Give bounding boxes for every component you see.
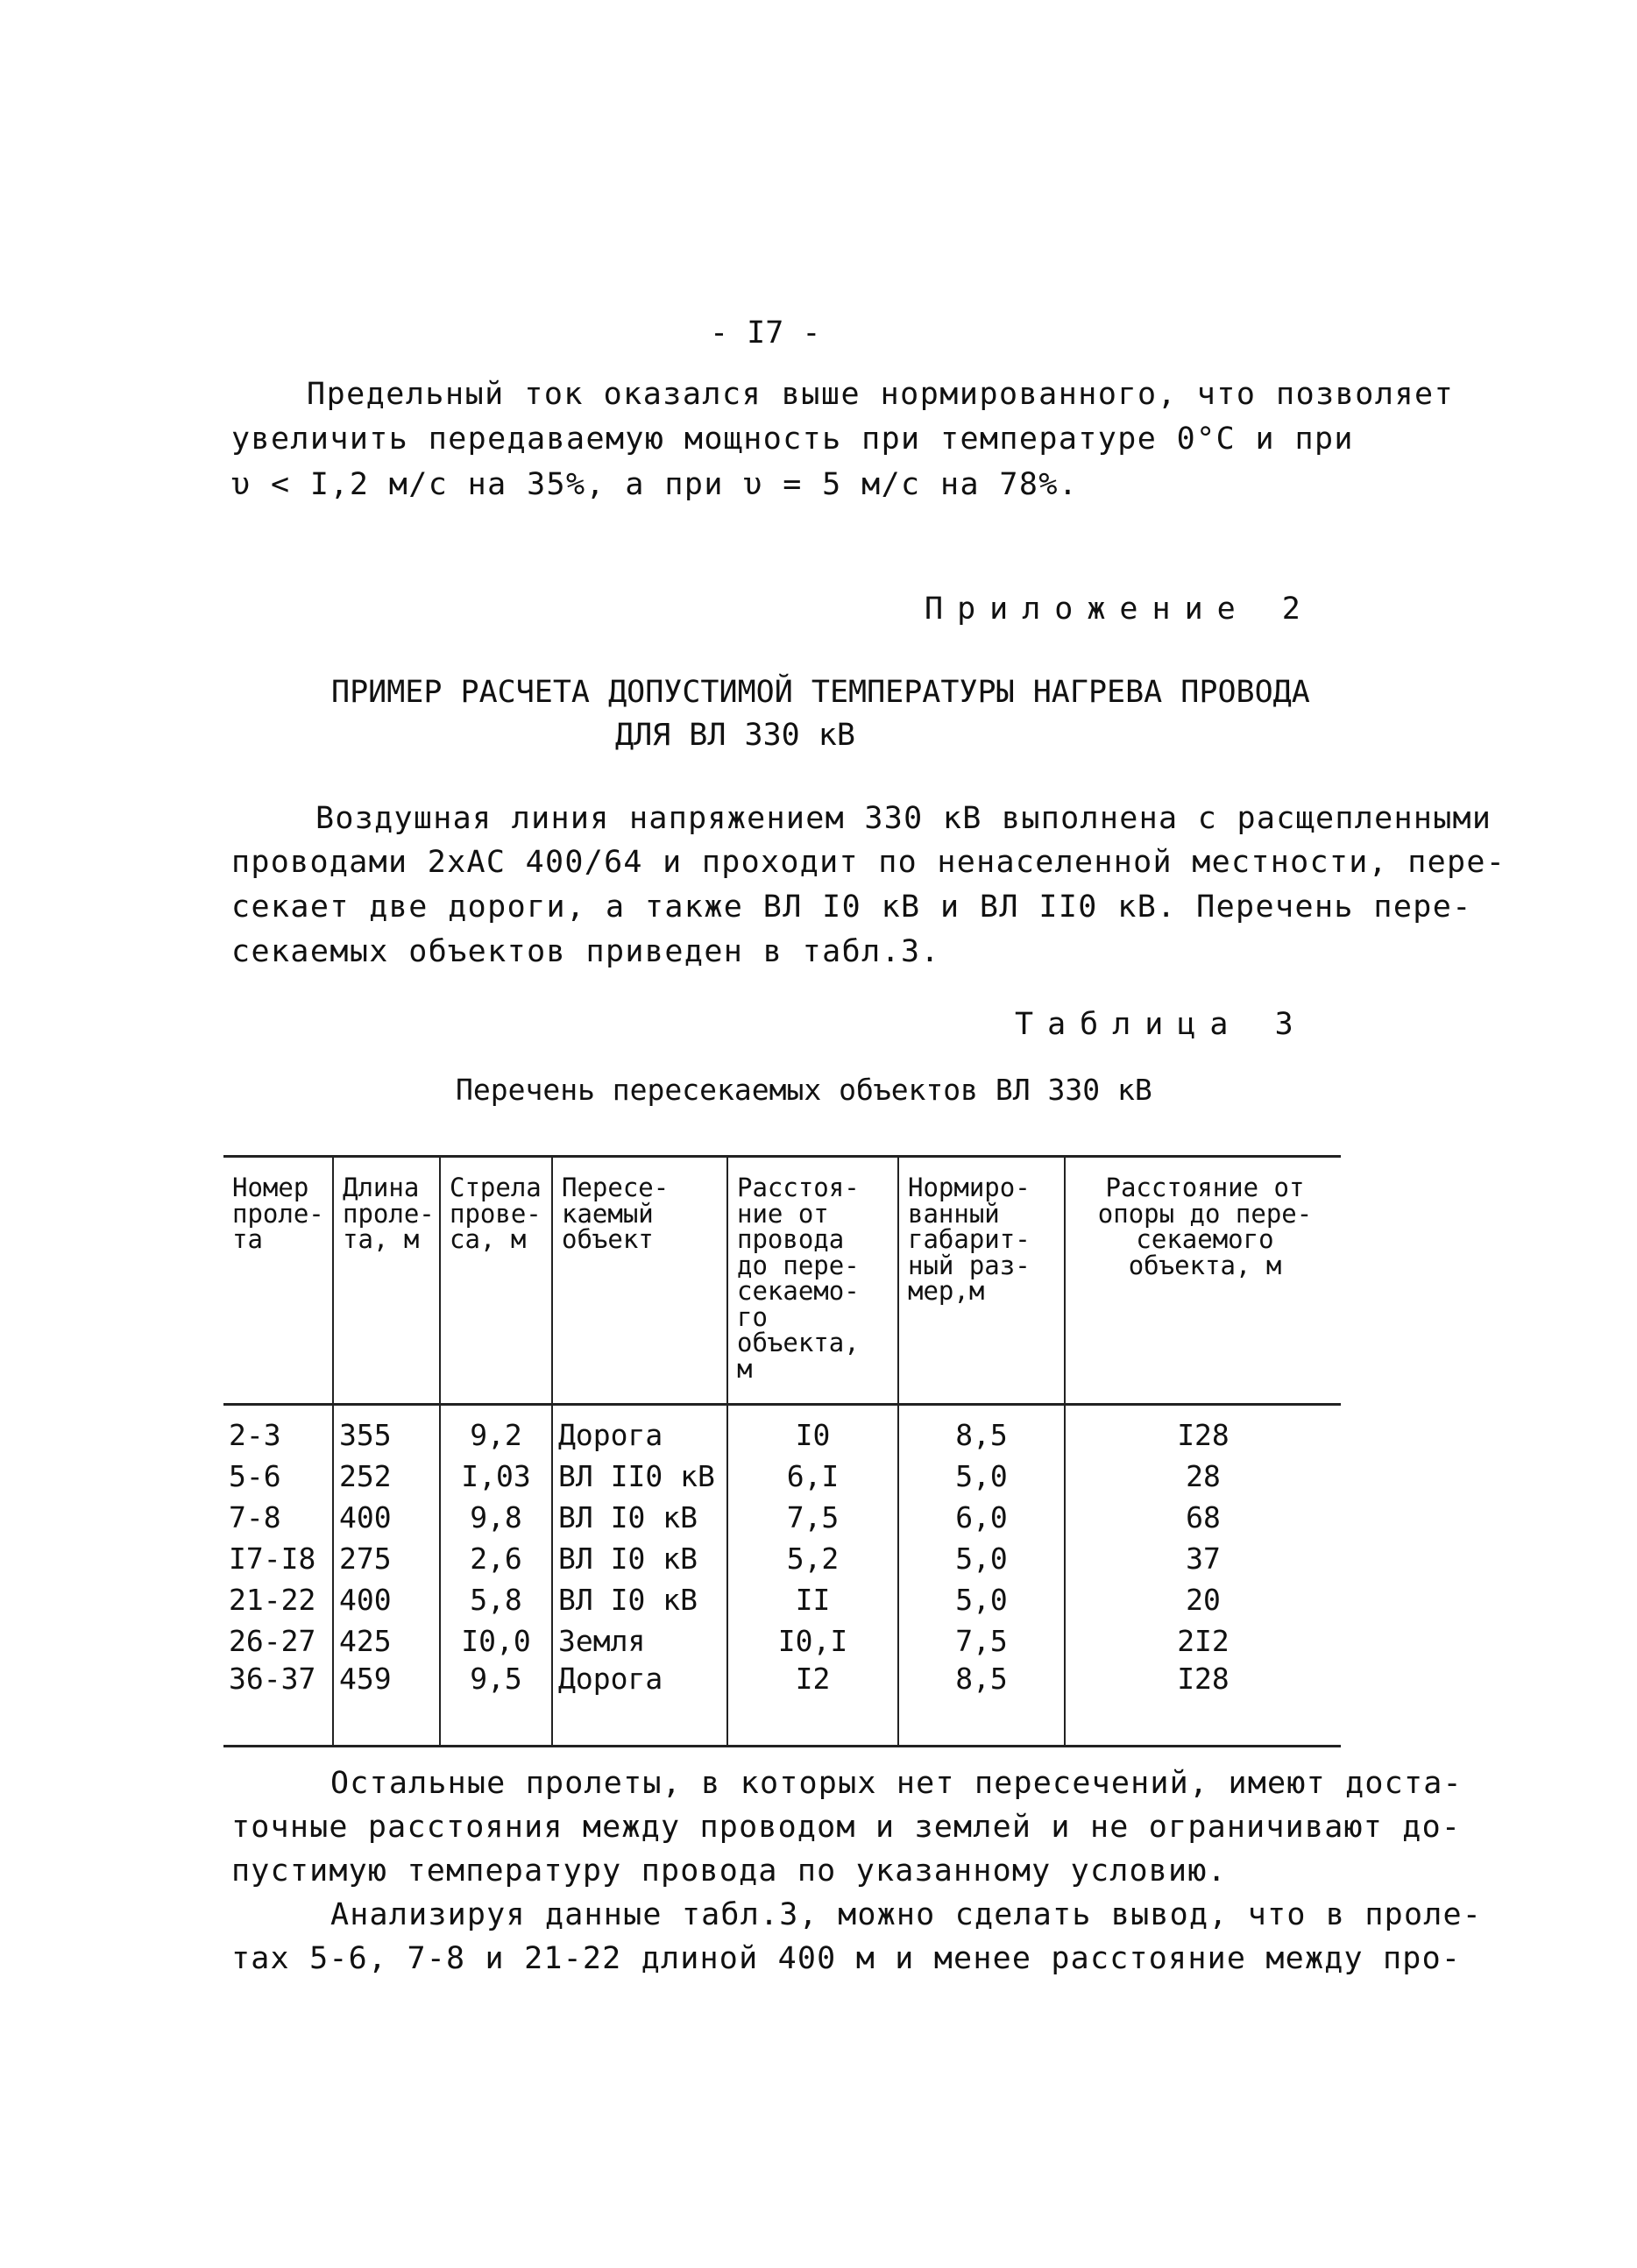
cell-sag: 9,2 [440, 1405, 552, 1456]
table-row [223, 1620, 1341, 1662]
conclusion-line-2: точные расстояния между проводом и землей и не ограничивают до- [231, 1810, 1462, 1845]
cell-support-distance: 20 [1065, 1579, 1341, 1620]
header-normed-clearance: Нормиро- ванный габарит- ный раз- мер,м [898, 1157, 1065, 1405]
conclusion-line-3: пустимую температуру провода по указанному условию. [231, 1853, 1227, 1889]
cell-span-length: 425 [333, 1620, 440, 1662]
cell-span-number: 26-27 [229, 1624, 316, 1658]
cell-wire-distance: 5,2 [727, 1538, 898, 1579]
page-number: - I7 - [710, 315, 821, 351]
description-line-3: секает две дороги, а также ВЛ I0 кВ и ВЛ II0 кВ. Перечень пере- [231, 889, 1472, 925]
cell-span-number: 36-37 [223, 1662, 333, 1747]
table-row [223, 1497, 1341, 1538]
cell-normed-clearance: 8,5 [898, 1662, 1065, 1747]
cell-crossed-object: ВЛ I0 кВ [552, 1579, 727, 1620]
document-title-line-2: ДЛЯ ВЛ 330 кВ [615, 718, 855, 753]
cell-span-length: 355 [333, 1405, 440, 1456]
cell-span-length: 400 [333, 1497, 440, 1538]
cell-support-distance: I28 [1065, 1405, 1341, 1456]
cell-normed-clearance: 7,5 [898, 1620, 1065, 1662]
cell-span-length: 459 [333, 1662, 440, 1747]
table-row [223, 1579, 1341, 1620]
table-row [223, 1662, 1341, 1747]
cell-normed-clearance: 5,0 [898, 1538, 1065, 1579]
cell-normed-clearance: 5,0 [898, 1579, 1065, 1620]
cell-span-length: 275 [333, 1538, 440, 1579]
cell-sag: 2,6 [440, 1538, 552, 1579]
header-wire-distance: Расстоя- ние от провода до пере- секаемо- го объекта, м [727, 1157, 898, 1405]
cell-wire-distance: I0,I [727, 1620, 898, 1662]
header-sag: Стрела прове- са, м [440, 1157, 552, 1405]
table-caption: Перечень пересекаемых объектов ВЛ 330 кВ [456, 1073, 1152, 1107]
cell-crossed-object: Дорога [552, 1405, 727, 1456]
cell-crossed-object: Дорога [552, 1662, 727, 1747]
cell-normed-clearance: 8,5 [898, 1405, 1065, 1456]
cell-wire-distance: I0 [727, 1405, 898, 1456]
cell-wire-distance: 7,5 [727, 1497, 898, 1538]
cell-crossed-object: ВЛ I0 кВ [552, 1497, 727, 1538]
cell-crossed-object: ВЛ I0 кВ [552, 1538, 727, 1579]
cell-support-distance: 2I2 [1065, 1620, 1341, 1662]
conclusion-line-1: Остальные пролеты, в которых нет пересечений, имеют доста- [330, 1766, 1463, 1801]
cell-support-distance: I28 [1065, 1662, 1341, 1747]
cell-span-number: 21-22 [229, 1583, 316, 1617]
table-header-row [223, 1157, 1341, 1405]
cell-normed-clearance: 5,0 [898, 1456, 1065, 1497]
conclusion-line-5: тах 5-6, 7-8 и 21-22 длиной 400 м и менее расстояние между про- [231, 1941, 1462, 1976]
cell-crossed-object: ВЛ II0 кВ [552, 1456, 727, 1497]
intro-line-2: увеличить передаваемую мощность при температуре 0°С и при [231, 422, 1354, 457]
cell-wire-distance: I2 [727, 1662, 898, 1747]
crossings-table [223, 1155, 1341, 1747]
cell-span-length: 400 [333, 1579, 440, 1620]
description-line-4: секаемых объектов приведен в табл.3. [231, 934, 940, 969]
cell-support-distance: 37 [1065, 1538, 1341, 1579]
cell-support-distance: 28 [1065, 1456, 1341, 1497]
cell-crossed-object: Земля [552, 1620, 727, 1662]
table-row [223, 1538, 1341, 1579]
cell-normed-clearance: 6,0 [898, 1497, 1065, 1538]
appendix-label: Приложение 2 [925, 592, 1315, 627]
cell-sag: 9,5 [440, 1662, 552, 1747]
cell-sag: 9,8 [440, 1497, 552, 1538]
cell-sag: 5,8 [440, 1579, 552, 1620]
cell-wire-distance: 6,I [727, 1456, 898, 1497]
header-span-number: Номер проле- та [223, 1157, 333, 1405]
table-label: Таблица 3 [1015, 1007, 1307, 1042]
cell-span-length: 252 [333, 1456, 440, 1497]
table-row [223, 1456, 1341, 1497]
conclusion-line-4: Анализируя данные табл.3, можно сделать вывод, что в проле- [330, 1897, 1483, 1932]
header-support-distance: Расстояние от опоры до пере- секаемого объекта, м [1065, 1157, 1341, 1405]
document-title-line-1: ПРИМЕР РАСЧЕТА ДОПУСТИМОЙ ТЕМПЕРАТУРЫ НАГРЕВА ПРОВОДА [331, 675, 1310, 710]
description-line-1: Воздушная линия напряжением 330 кВ выполнена с расщепленными [315, 801, 1492, 836]
cell-span-number: I7-I8 [229, 1542, 316, 1576]
cell-span-number: 7-8 [229, 1500, 281, 1534]
cell-wire-distance: II [727, 1579, 898, 1620]
header-crossed-object: Пересе- каемый объект [552, 1157, 727, 1405]
description-line-2: проводами 2хАС 400/64 и проходит по ненаселенной местности, пере- [231, 845, 1506, 880]
cell-sag: I,03 [440, 1456, 552, 1497]
cell-span-number: 2-3 [229, 1418, 281, 1452]
intro-line-1: Предельный ток оказался выше нормированного, что позволяет [307, 377, 1455, 412]
intro-line-3: υ < I,2 м/с на 35%, а при υ = 5 м/с на 78%. [231, 467, 1079, 502]
header-span-length: Длина проле- та, м [333, 1157, 440, 1405]
table-row [223, 1405, 1341, 1456]
cell-sag: I0,0 [440, 1620, 552, 1662]
cell-support-distance: 68 [1065, 1497, 1341, 1538]
cell-span-number: 5-6 [229, 1459, 281, 1493]
